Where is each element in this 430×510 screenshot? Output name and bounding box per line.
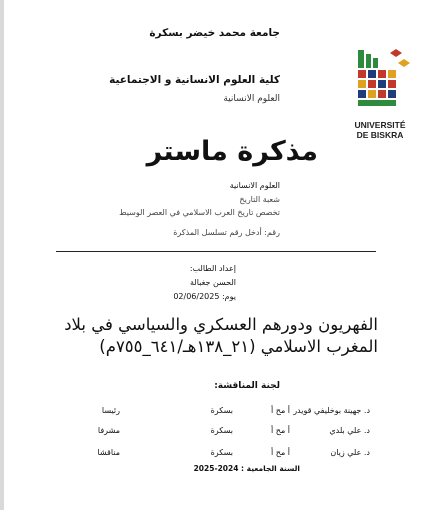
- member-rank: أ مح أ: [271, 406, 290, 415]
- member-university: بسكرة: [210, 406, 233, 415]
- member-rank: أ مح أ: [271, 448, 290, 457]
- branch-field: شعبة التاريخ: [239, 195, 280, 204]
- specialty-field: تخصص تاريخ العرب الاسلامي في العصر الوسيط: [119, 208, 280, 217]
- member-university: بسكرة: [210, 448, 233, 457]
- committee-heading: لجنة المناقشة:: [214, 381, 280, 391]
- thesis-title-line-1: الفهريون ودورهم العسكري والسياسي في بلاد: [64, 315, 378, 334]
- university-name: جامعة محمد خيضر بسكرة: [149, 27, 280, 39]
- member-role: مشرفا: [97, 426, 120, 435]
- member-role: مناقشا: [97, 448, 120, 457]
- member-name: د. جهينة بوخليفي قويدر: [293, 406, 370, 415]
- academic-year: السنة الجامعية : 2024-2025: [193, 464, 300, 473]
- page-edge: [0, 0, 4, 510]
- logo-text-universite: UNIVERSITÉ: [354, 120, 406, 130]
- student-name: الحسن جغبالة: [190, 278, 236, 287]
- domain-field: العلوم الانسانية: [229, 181, 280, 190]
- thesis-title-line-2: المغرب الاسلامي (٢١_١٣٨هـ/٦٤١_٧٥٥م): [99, 337, 378, 356]
- member-name: د. علي بلدي: [329, 426, 370, 435]
- logo-text-biskra: DE BISKRA: [356, 130, 404, 140]
- section-divider: [56, 251, 376, 252]
- member-name: د. علي زيان: [330, 448, 370, 457]
- member-role: رئيسا: [101, 406, 120, 415]
- thesis-number-field: رقم: أدخل رقم تسلسل المذكرة: [173, 228, 280, 237]
- department-name: العلوم الانسانية: [223, 94, 280, 104]
- defense-date: يوم: 02/06/2025: [173, 292, 236, 301]
- prepared-by-label: إعداد الطالب:: [189, 264, 236, 273]
- document-title: مذكرة ماستر: [146, 136, 318, 167]
- member-university: بسكرة: [210, 426, 233, 435]
- faculty-name: كلية العلوم الانسانية و الاجتماعية: [109, 74, 280, 86]
- member-rank: أ مح أ: [271, 426, 290, 435]
